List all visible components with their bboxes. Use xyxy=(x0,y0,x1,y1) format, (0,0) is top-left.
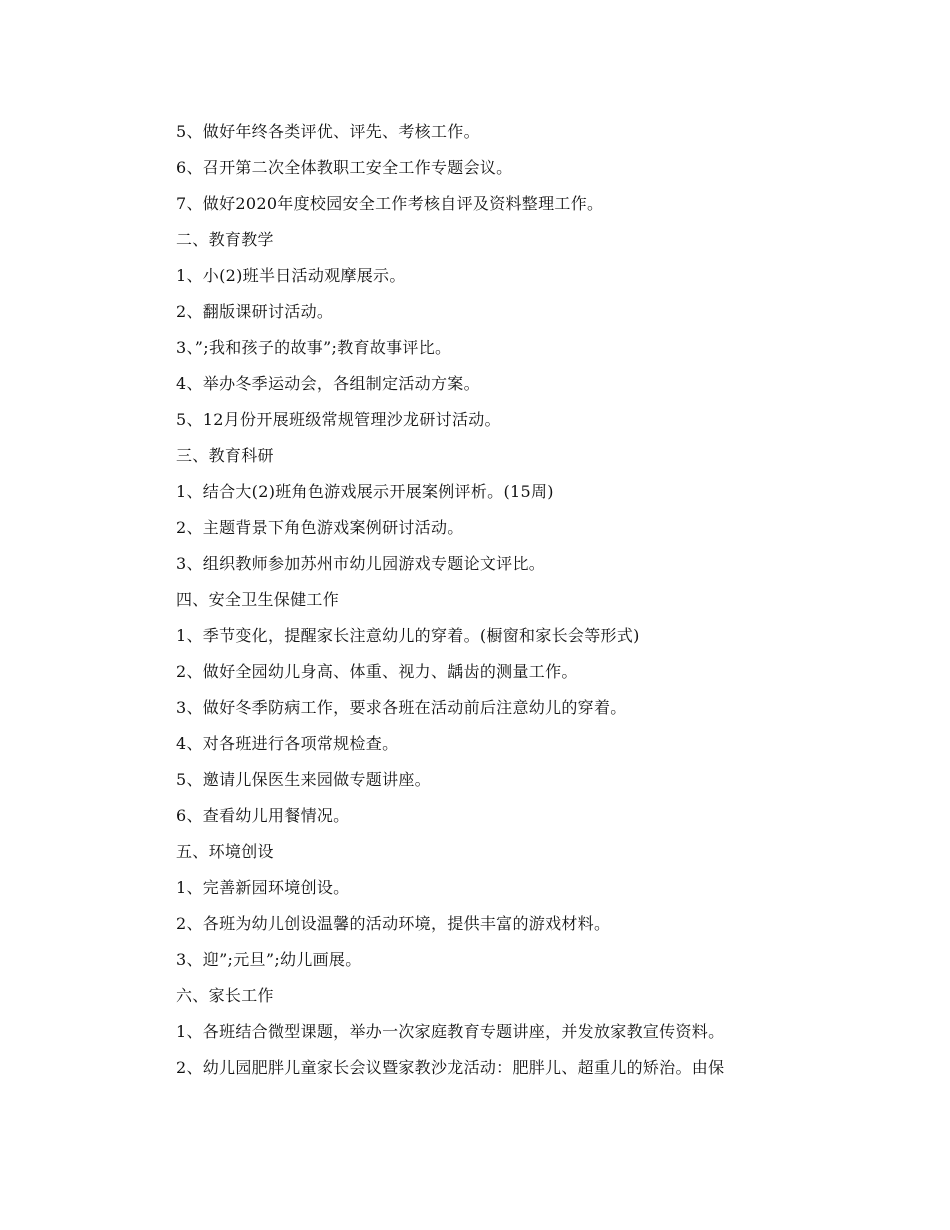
text-line: 7、做好2020年度校园安全工作考核自评及资料整理工作。 xyxy=(176,194,604,213)
text-line: 2、翻版课研讨活动。 xyxy=(176,302,334,321)
document-body xyxy=(176,116,836,1088)
text-line: 5、邀请儿保医生来园做专题讲座。 xyxy=(176,770,431,789)
text-line: 3、迎”;元旦”;幼儿画展。 xyxy=(176,950,362,969)
text-line: 2、主题背景下角色游戏案例研讨活动。 xyxy=(176,518,464,537)
text-line: 3、做好冬季防病工作，要求各班在活动前后注意幼儿的穿着。 xyxy=(176,698,627,717)
section-heading: 三、教育科研 xyxy=(176,446,274,465)
text-line: 1、季节变化，提醒家长注意幼儿的穿着。(橱窗和家长会等形式) xyxy=(176,626,640,645)
text-line: 6、查看幼儿用餐情况。 xyxy=(176,806,350,825)
text-line: 2、做好全园幼儿身高、体重、视力、龋齿的测量工作。 xyxy=(176,662,578,681)
text-line: 3、组织教师参加苏州市幼儿园游戏专题论文评比。 xyxy=(176,554,546,573)
section-heading: 五、环境创设 xyxy=(176,842,274,861)
text-line: 5、做好年终各类评优、评先、考核工作。 xyxy=(176,122,480,141)
text-line: 6、召开第二次全体教职工安全工作专题会议。 xyxy=(176,158,513,177)
text-line: 1、结合大(2)班角色游戏展示开展案例评析。(15周) xyxy=(176,482,554,501)
text-line: 5、12月份开展班级常规管理沙龙研讨活动。 xyxy=(176,410,501,429)
section-heading: 二、教育教学 xyxy=(176,230,274,249)
text-line: 1、完善新园环境创设。 xyxy=(176,878,350,897)
text-line: 2、幼儿园肥胖儿童家长会议暨家教沙龙活动：肥胖儿、超重儿的矫治。由保 xyxy=(176,1058,725,1077)
section-heading: 六、家长工作 xyxy=(176,986,274,1005)
text-line: 3、”;我和孩子的故事”;教育故事评比。 xyxy=(176,338,452,357)
text-line: 1、各班结合微型课题，举办一次家庭教育专题讲座，并发放家教宣传资料。 xyxy=(176,1022,725,1041)
text-line: 2、各班为幼儿创设温馨的活动环境，提供丰富的游戏材料。 xyxy=(176,914,611,933)
text-line: 4、对各班进行各项常规检查。 xyxy=(176,734,399,753)
section-heading: 四、安全卫生保健工作 xyxy=(176,590,340,609)
text-line: 4、举办冬季运动会，各组制定活动方案。 xyxy=(176,374,480,393)
text-line: 1、小(2)班半日活动观摩展示。 xyxy=(176,266,406,285)
